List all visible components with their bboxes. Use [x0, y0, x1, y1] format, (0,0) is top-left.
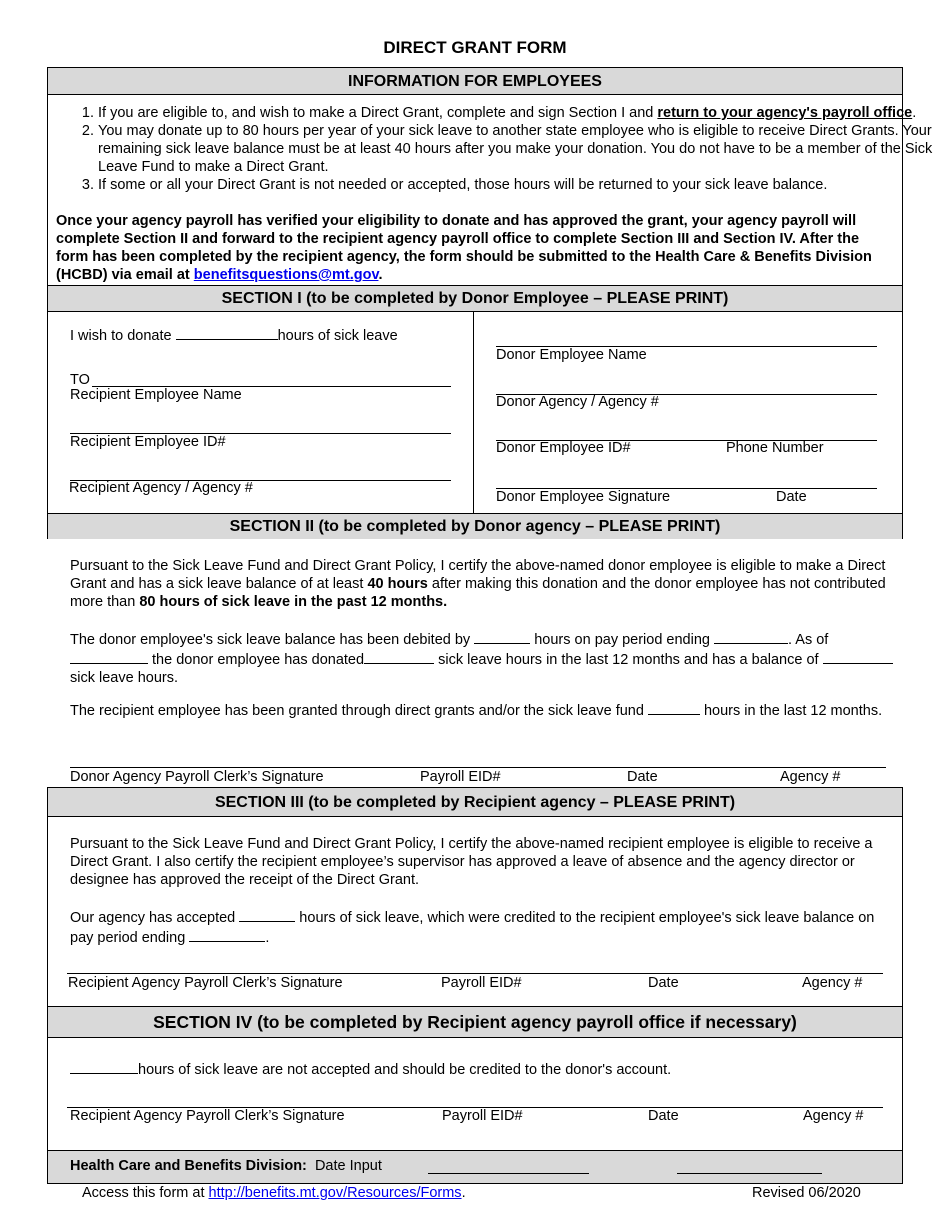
donate-hours-field[interactable] — [176, 325, 278, 340]
section3-signature-line[interactable] — [67, 973, 883, 974]
hcbd-label: Health Care and Benefits Division: — [70, 1158, 307, 1174]
section1-header: SECTION I (to be completed by Donor Employee – PLEASE PRINT) — [47, 285, 903, 312]
recipient-agency-label: Recipient Agency / Agency # — [69, 480, 253, 496]
donor-date-label: Date — [776, 489, 807, 505]
section4-sig-label: Recipient Agency Payroll Clerk’s Signature — [70, 1108, 345, 1124]
info-item-1: 1. If you are eligible to, and wish to make a Direct Grant, complete and sign Section I and return to your agency's payroll office. — [98, 104, 934, 122]
phone-label: Phone Number — [726, 440, 824, 456]
section2-date-label: Date — [627, 769, 658, 785]
balance-hours-field[interactable] — [823, 649, 893, 664]
hcbd-line — [70, 1158, 382, 1174]
section4-header: SECTION IV (to be completed by Recipient agency payroll office if necessary) — [47, 1006, 903, 1038]
section4-eid-label: Payroll EID# — [442, 1108, 523, 1124]
section3-para1: Pursuant to the Sick Leave Fund and Direct Grant Policy, I certify the above-named recipient employee is eligible to receive a Direct Grant. I also certify the recipient employee’s supervisor has approved a leave of absence and the agency director or designee has approved the receipt of the Direct Grant. — [70, 836, 873, 888]
frame-left — [47, 1037, 48, 1151]
donated-hours-field[interactable] — [364, 649, 434, 664]
info-header: INFORMATION FOR EMPLOYEES — [47, 67, 903, 95]
forms-link[interactable]: http://benefits.mt.gov/Resources/Forms — [208, 1185, 462, 1201]
section4-line: hours of sick leave are not accepted and should be credited to the donor's account. — [70, 1059, 671, 1078]
donate-line: I wish to donate hours of sick leave — [70, 325, 398, 344]
recipient-name-label: Recipient Employee Name — [70, 387, 242, 403]
section2-para2: The donor employee's sick leave balance has been debited by hours on pay period ending . As of the donor employee has donated sick leave hours in the last 12 months and has a balance of sick leave hours. — [70, 629, 900, 687]
section2-signature-line[interactable] — [70, 767, 886, 768]
page-title: DIRECT GRANT FORM — [383, 38, 567, 57]
section2-para3: The recipient employee has been granted through direct grants and/or the sick leave fund hours in the last 12 months. — [70, 700, 900, 720]
frame-right — [902, 816, 903, 1007]
frame-left — [47, 311, 48, 514]
frame-right — [902, 1037, 903, 1151]
section4-date-label: Date — [648, 1108, 679, 1124]
donor-name-label: Donor Employee Name — [496, 347, 647, 363]
debited-hours-field[interactable] — [474, 629, 530, 644]
hcbd-second-field[interactable] — [677, 1173, 822, 1174]
to-label: TO — [70, 372, 90, 388]
info-item-3: 3. If some or all your Direct Grant is not needed or accepted, those hours will be returned to your sick leave balance. — [98, 176, 934, 194]
donor-agency-label: Donor Agency / Agency # — [496, 394, 659, 410]
section3-agency-label: Agency # — [802, 975, 863, 991]
accepted-hours-field[interactable] — [239, 907, 295, 922]
section2-header: SECTION II (to be completed by Donor agency – PLEASE PRINT) — [47, 513, 903, 539]
email-link[interactable]: benefitsquestions@mt.gov — [193, 267, 379, 283]
donor-signature-label: Donor Employee Signature — [496, 489, 671, 505]
revised-date: Revised 06/2020 — [752, 1185, 861, 1201]
date-input-field[interactable] — [428, 1173, 589, 1174]
frame-left — [47, 816, 48, 1007]
frame-left — [47, 94, 48, 286]
footer-access: Access this form at http://benefits.mt.gov/Resources/Forms. — [82, 1185, 466, 1201]
section2-sig-label: Donor Agency Payroll Clerk’s Signature — [70, 769, 324, 785]
pay-period-field[interactable] — [714, 629, 788, 644]
date-input-label: Date Input — [314, 1158, 382, 1174]
info-bold-paragraph: Once your agency payroll has verified your eligibility to donate and has approved the grant, your agency payroll will complete Section II and forward to the recipient agency payroll office to complete Section III and Section IV. After the form has been completed by the recipient agency, the form should be submitted to the Health Care & Benefits Division (HCBD) via email at benefitsquestions@mt.gov. — [56, 213, 872, 283]
donor-id-label: Donor Employee ID# — [496, 440, 631, 456]
section3-eid-label: Payroll EID# — [441, 975, 522, 991]
section2-eid-label: Payroll EID# — [420, 769, 501, 785]
section3-sig-label: Recipient Agency Payroll Clerk’s Signature — [68, 975, 343, 991]
not-accepted-hours-field[interactable] — [70, 1059, 138, 1074]
section2-agency-label: Agency # — [780, 769, 841, 785]
return-to-payroll-emphasis: return to your agency's payroll office — [657, 105, 913, 121]
info-list — [56, 104, 934, 194]
frame-right — [902, 311, 903, 514]
info-item-2: 2. You may donate up to 80 hours per year of your sick leave to another state employee who is eligible to receive Direct Grants. Your remaining sick leave balance must be at least 40 hours after you make your donation. You do not have to be a member of the Sick Leave Fund to make a Direct Grant. — [98, 122, 934, 176]
section1-divider — [473, 311, 474, 514]
section4-agency-label: Agency # — [803, 1108, 864, 1124]
recipient-pay-period-field[interactable] — [189, 927, 265, 942]
granted-hours-field[interactable] — [648, 700, 700, 715]
section3-para2: Our agency has accepted hours of sick leave, which were credited to the recipient employee's sick leave balance on pay period ending . — [70, 907, 900, 947]
section3-header: SECTION III (to be completed by Recipient agency – PLEASE PRINT) — [47, 787, 903, 817]
section3-date-label: Date — [648, 975, 679, 991]
recipient-id-label: Recipient Employee ID# — [70, 434, 226, 450]
section2-para1: Pursuant to the Sick Leave Fund and Direct Grant Policy, I certify the above-named donor employee is eligible to make a Direct Grant and has a sick leave balance of at least 40 hours after making this donation and the donor employee has not contributed more than 80 hours of sick leave in the past 12 months. — [70, 558, 886, 610]
as-of-date-field[interactable] — [70, 649, 148, 664]
